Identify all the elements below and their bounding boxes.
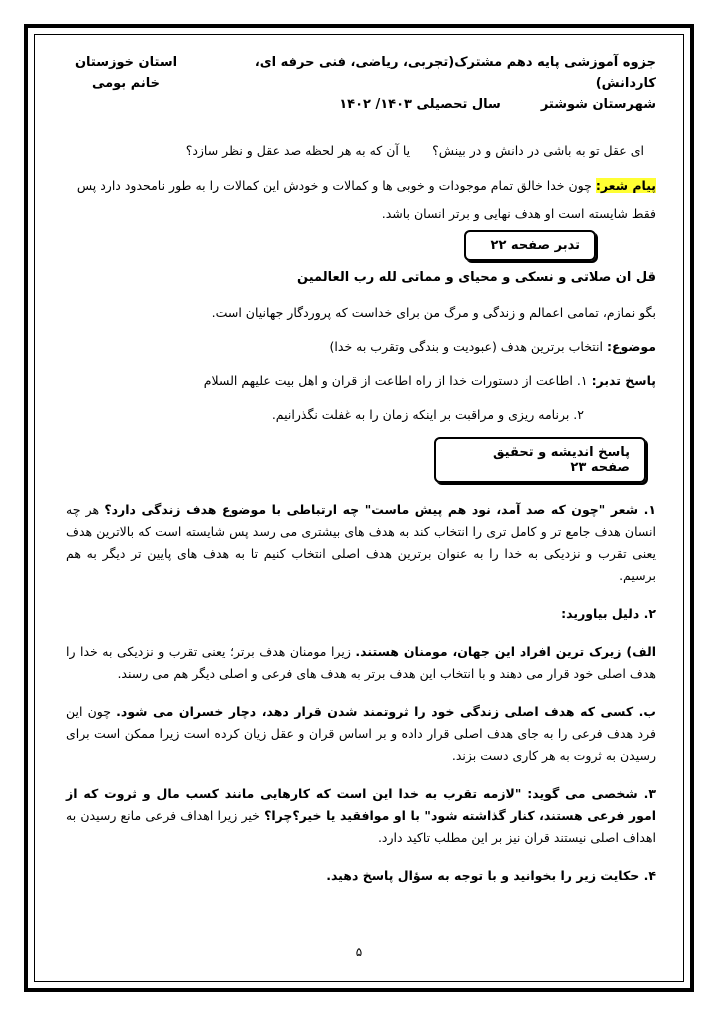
- poem-hemistich-2: یا آن که به هر لحظه صد عقل و نظر سازد؟: [185, 143, 411, 158]
- verse: قل ان صلاتی و نسکی و محیای و مماتی لله رب العالمین: [297, 270, 656, 285]
- poem: [66, 143, 656, 158]
- answer-label: پاسخ تدبر:: [591, 373, 656, 388]
- question-1-answer: هر چه انسان هدف جامع تر و کامل تری را انتخاب کند به هدف های بیشتری می رسد پس شایسته است که بالاترین هدف یعنی تقرب و نزدیکی به خدا را به عنوان برترین هدف اصلی انتخاب کنیم تا به هدف های پایین تر دیگر به هم برسیم.: [66, 502, 656, 583]
- question-2b: [66, 701, 656, 767]
- header-author: خانم بومی: [91, 76, 161, 91]
- question-3-answer: خیر زیرا اهداف فرعی مانع رسیدن به اهداف اصلی نیستند قران نیز بر این مطلب تاکید دارد.: [66, 808, 656, 845]
- document-page: [66, 52, 656, 887]
- question-2a-answer: زیرا مومنان هدف برتر؛ یعنی تقرب و نزدیکی به خدا را هدف اصلی خود قرار می دهند و با انتخاب این هدف برتر به هدف های فرعی و اصلی دیگر هم می رسند.: [66, 644, 656, 681]
- question-4-title: ۴. حکایت زیر را بخوانید و با توجه به سؤال پاسخ دهید.: [326, 868, 656, 883]
- page-header: [66, 52, 656, 115]
- question-2b-title: ب. کسی که هدف اصلی زندگی خود را ثروتمند شدن قرار دهد، دچار خسران می شود.: [116, 704, 656, 719]
- poem-message: [66, 172, 656, 228]
- poem-hemistich-1: ای عقل تو به باشی در دانش و در بینش؟: [432, 143, 644, 158]
- answer-1: ۱. اطاعت از دستورات خدا از راه اطاعت از قران و اهل بیت علیهم السلام: [203, 373, 588, 388]
- question-2a-title: الف) زیرک ترین افراد این جهان، مومنان هستند.: [355, 644, 656, 659]
- research-box-title: پاسخ اندیشه و تحقیق صفحه ۲۳: [434, 437, 646, 483]
- question-1: [66, 499, 656, 587]
- reflection-answer: [66, 371, 656, 391]
- header-main: [226, 52, 656, 115]
- header-province: استان خوزستان: [74, 55, 178, 70]
- header-city: شهرستان شوشتر: [540, 97, 656, 112]
- page-number: ۵: [355, 945, 363, 959]
- verse-translation: بگو نمازم، تمامی اعمالم و زندگی و مرگ من برای خداست که پروردگار جهانیان است.: [211, 305, 656, 320]
- topic-text: انتخاب برترین هدف (عبودیت و بندگی وتقرب به خدا): [329, 339, 603, 354]
- header-side: [66, 52, 186, 115]
- topic-label: موضوع:: [606, 339, 656, 354]
- reflection-box-title: تدبر صفحه ۲۲: [464, 230, 596, 261]
- question-2-title: ۲. دلیل بیاورید:: [561, 606, 656, 621]
- question-2b-answer: چون این فرد هدف فرعی را به جای هدف اصلی قرار داده و بر اساس قران و عقل زیان کرده است زیرا ممکن است برای رسیدن به ثروت به هر کاری دست بزند.: [66, 704, 656, 763]
- question-1-title: ۱. شعر "چون که صد آمد، نود هم پیش ماست" چه ارتباطی با موضوع هدف زندگی دارد؟: [104, 502, 656, 517]
- question-3-title: ۳. شخصی می گوید: "لازمه تقرب به خدا این است که کارهایی مانند کسب مال و ثروت که از امور فرعی هستند، کنار گذاشته شود" با او موافقید یا خیر؟چرا؟: [66, 786, 656, 823]
- header-subrow: [226, 94, 656, 115]
- question-3: [66, 783, 656, 849]
- topic: [66, 337, 656, 357]
- poem-message-label: پیام شعر:: [595, 178, 656, 193]
- poem-message-text: چون خدا خالق تمام موجودات و خوبی ها و کمالات و خودش این کمالات را به طور نامحدود دارد پس فقط شایسته است او هدف نهایی و برتر انسان باشد.: [76, 178, 656, 221]
- question-2a: [66, 641, 656, 685]
- header-title: جزوه آموزشی پایه دهم مشترک(تجربی، ریاضی، فنی حرفه ای، کاردانش): [254, 55, 656, 91]
- header-year: سال تحصیلی ۱۴۰۳/ ۱۴۰۲: [339, 97, 501, 112]
- answer-2: ۲. برنامه ریزی و مراقبت بر اینکه زمان را به غفلت نگذرانیم.: [271, 407, 584, 422]
